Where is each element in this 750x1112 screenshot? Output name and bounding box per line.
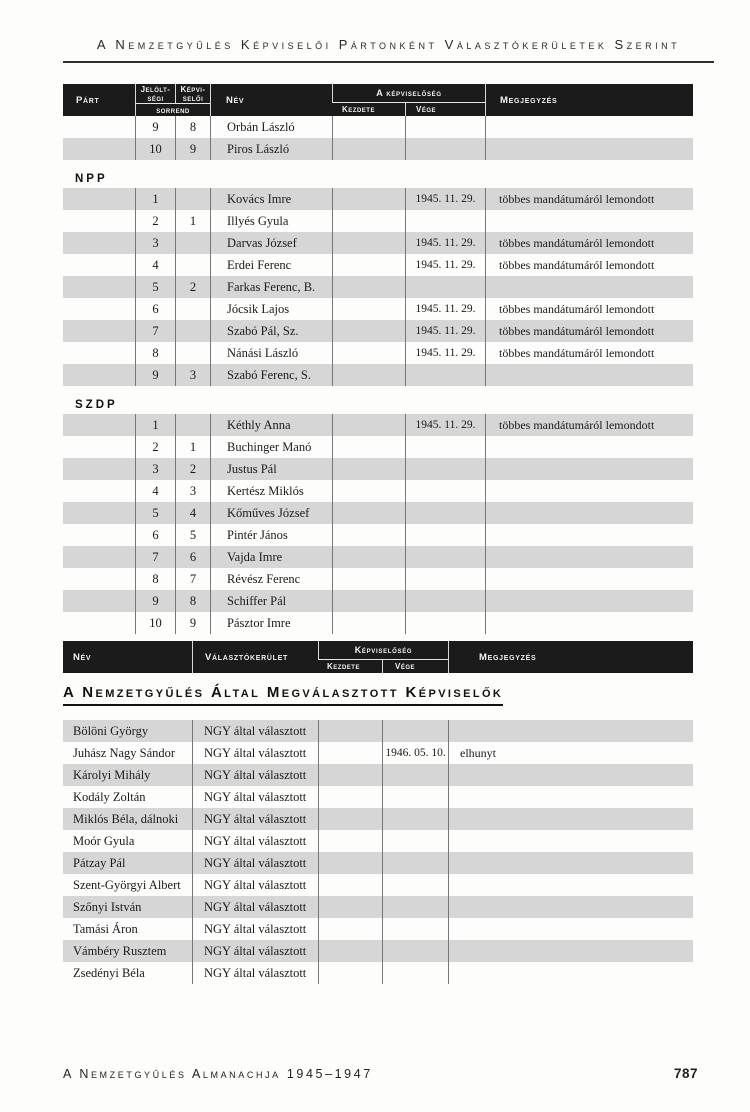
cell-vege [405, 116, 485, 138]
cell-kezdete [332, 436, 405, 458]
cell-kezdete [318, 808, 382, 830]
cell-jeloltsegi-sorrend: 2 [135, 436, 175, 458]
column-header-megjegyzes: Megjegyzés [485, 84, 693, 116]
cell-vege [405, 210, 485, 232]
section-heading-ngy: A Nemzetgyűlés Által Megválasztott Képviselők [63, 684, 503, 706]
cell-vege: 1945. 11. 29. [405, 298, 485, 320]
cell-jeloltsegi-sorrend: 9 [135, 364, 175, 386]
cell-kepviseloi-sorrend: 2 [175, 276, 210, 298]
cell-part [63, 232, 135, 254]
cell-jeloltsegi-sorrend: 8 [135, 342, 175, 364]
cell-kezdete [318, 742, 382, 764]
column-header-vege: Vége [382, 660, 448, 673]
cell-kezdete [332, 298, 405, 320]
cell-vege [405, 612, 485, 634]
table-row [63, 320, 693, 342]
cell-kezdete [332, 568, 405, 590]
cell-jeloltsegi-sorrend: 1 [135, 188, 175, 210]
cell-nev: Szőnyi István [73, 900, 142, 914]
cell-valasztokerulet: NGY által választott [192, 852, 318, 874]
table-row [63, 590, 693, 612]
cell-kezdete [318, 764, 382, 786]
column-header-nev: Név [73, 651, 92, 663]
table-row [63, 298, 693, 320]
cell-nev: Kovács Imre [210, 188, 332, 210]
cell-valasztokerulet: NGY által választott [192, 830, 318, 852]
cell-part [63, 524, 135, 546]
cell-vege: 1945. 11. 29. [405, 342, 485, 364]
table-row [63, 918, 693, 940]
cell-nev: Szabó Ferenc, S. [210, 364, 332, 386]
cell-jeloltsegi-sorrend: 4 [135, 254, 175, 276]
cell-kezdete [332, 414, 405, 436]
table-row [63, 364, 693, 386]
cell-nev: Pintér János [210, 524, 332, 546]
cell-megjegyzes: többes mandátumáról lemondott [485, 232, 693, 254]
cell-nev: Szent-Györgyi Albert [73, 878, 181, 892]
cell-nev: Kéthly Anna [210, 414, 332, 436]
cell-kepviseloi-sorrend [175, 254, 210, 276]
table-row [63, 786, 693, 808]
cell-megjegyzes [485, 502, 693, 524]
cell-kepviseloi-sorrend [175, 320, 210, 342]
cell-part [63, 138, 135, 160]
cell-megjegyzes [448, 896, 693, 918]
table-row [63, 896, 693, 918]
cell-vege: 1945. 11. 29. [405, 188, 485, 210]
cell-megjegyzes: többes mandátumáról lemondott [485, 320, 693, 342]
cell-part [63, 480, 135, 502]
cell-vege [405, 502, 485, 524]
cell-nev: Kertész Miklós [210, 480, 332, 502]
cell-kezdete [332, 138, 405, 160]
ngy-table-rows [63, 720, 693, 984]
footer-book-title: A Nemzetgyűlés Almanachja 1945–1947 [63, 1067, 373, 1081]
cell-kepviseloi-sorrend: 9 [175, 612, 210, 634]
cell-kepviseloi-sorrend [175, 232, 210, 254]
cell-jeloltsegi-sorrend: 1 [135, 414, 175, 436]
table-row [63, 568, 693, 590]
cell-nev: Illyés Gyula [210, 210, 332, 232]
column-header-megjegyzes: Megjegyzés [448, 641, 693, 673]
cell-megjegyzes [448, 918, 693, 940]
cell-kezdete [318, 830, 382, 852]
cell-valasztokerulet: NGY által választott [192, 962, 318, 984]
cell-vege [405, 364, 485, 386]
cell-jeloltsegi-sorrend: 5 [135, 276, 175, 298]
cell-megjegyzes [485, 590, 693, 612]
cell-vege [405, 524, 485, 546]
cell-kezdete [332, 480, 405, 502]
cell-kezdete [332, 458, 405, 480]
cell-vege [405, 276, 485, 298]
cell-megjegyzes [485, 612, 693, 634]
party-table-header [63, 84, 693, 116]
cell-jeloltsegi-sorrend: 9 [135, 116, 175, 138]
cell-kepviseloi-sorrend: 3 [175, 364, 210, 386]
cell-megjegyzes [448, 786, 693, 808]
cell-valasztokerulet: NGY által választott [192, 720, 318, 742]
table-row [63, 342, 693, 364]
cell-nev: Piros László [210, 138, 332, 160]
table-row [63, 210, 693, 232]
cell-part [63, 590, 135, 612]
cell-kepviseloi-sorrend: 5 [175, 524, 210, 546]
cell-part [63, 276, 135, 298]
cell-kepviseloi-sorrend [175, 414, 210, 436]
cell-megjegyzes [448, 874, 693, 896]
party-table [63, 84, 693, 634]
cell-jeloltsegi-sorrend: 6 [135, 298, 175, 320]
cell-kepviseloi-sorrend: 6 [175, 546, 210, 568]
cell-vege [382, 874, 448, 896]
column-header-valasztokerulet: Választókerület [192, 641, 318, 673]
cell-part [63, 210, 135, 232]
cell-part [63, 502, 135, 524]
cell-kezdete [332, 612, 405, 634]
cell-nev: Erdei Ferenc [210, 254, 332, 276]
cell-vege [405, 546, 485, 568]
cell-nev: Vajda Imre [210, 546, 332, 568]
cell-kezdete [318, 720, 382, 742]
cell-part [63, 414, 135, 436]
cell-nev: Schiffer Pál [210, 590, 332, 612]
cell-kezdete [332, 546, 405, 568]
cell-nev: Révész Ferenc [210, 568, 332, 590]
table-row [63, 940, 693, 962]
cell-kezdete [332, 210, 405, 232]
cell-kepviseloi-sorrend: 9 [175, 138, 210, 160]
cell-jeloltsegi-sorrend: 3 [135, 458, 175, 480]
cell-vege: 1946. 05. 10. [382, 742, 448, 764]
table-row [63, 188, 693, 210]
cell-vege [405, 568, 485, 590]
cell-megjegyzes [448, 852, 693, 874]
cell-valasztokerulet: NGY által választott [192, 764, 318, 786]
cell-valasztokerulet: NGY által választott [192, 786, 318, 808]
cell-kezdete [332, 188, 405, 210]
cell-megjegyzes [485, 138, 693, 160]
ngy-table [63, 641, 693, 984]
party-table-rows-npp [63, 188, 693, 386]
cell-megjegyzes: többes mandátumáról lemondott [485, 342, 693, 364]
cell-kezdete [332, 590, 405, 612]
ngy-table-header [63, 641, 693, 673]
cell-megjegyzes [485, 276, 693, 298]
cell-kepviseloi-sorrend: 4 [175, 502, 210, 524]
cell-part [63, 298, 135, 320]
cell-part [63, 320, 135, 342]
cell-jeloltsegi-sorrend: 7 [135, 546, 175, 568]
table-row [63, 852, 693, 874]
column-header-vege: Vége [405, 103, 485, 116]
table-row [63, 546, 693, 568]
cell-nev: Moór Gyula [73, 834, 135, 848]
table-row [63, 276, 693, 298]
cell-vege [382, 720, 448, 742]
cell-nev: Orbán László [210, 116, 332, 138]
cell-megjegyzes [448, 720, 693, 742]
page-header [63, 37, 714, 63]
column-header-kepviseloi-line2: selői [182, 93, 204, 103]
cell-jeloltsegi-sorrend: 10 [135, 612, 175, 634]
cell-valasztokerulet: NGY által választott [192, 808, 318, 830]
cell-part [63, 116, 135, 138]
cell-nev: Vámbéry Rusztem [73, 944, 167, 958]
table-row [63, 138, 693, 160]
table-row [63, 254, 693, 276]
cell-vege [405, 480, 485, 502]
cell-valasztokerulet: NGY által választott [192, 874, 318, 896]
cell-kezdete [332, 232, 405, 254]
cell-kezdete [332, 254, 405, 276]
cell-megjegyzes [485, 116, 693, 138]
cell-megjegyzes: elhunyt [448, 742, 693, 764]
cell-megjegyzes [448, 962, 693, 984]
cell-jeloltsegi-sorrend: 8 [135, 568, 175, 590]
cell-kepviseloi-sorrend [175, 188, 210, 210]
cell-jeloltsegi-sorrend: 3 [135, 232, 175, 254]
cell-jeloltsegi-sorrend: 9 [135, 590, 175, 612]
cell-kezdete [318, 786, 382, 808]
column-header-kepviseloi-line1: Képvi- [180, 84, 206, 94]
table-row [63, 962, 693, 984]
cell-part [63, 546, 135, 568]
cell-kepviseloi-sorrend: 7 [175, 568, 210, 590]
cell-part [63, 364, 135, 386]
column-header-kezdete: Kezdete [342, 105, 375, 114]
cell-part [63, 568, 135, 590]
cell-vege [382, 918, 448, 940]
footer-page-number: 787 [673, 1066, 698, 1081]
cell-megjegyzes [485, 568, 693, 590]
column-header-kepviseloseg-group: Képviselőség [318, 641, 448, 660]
cell-nev: Nánási László [210, 342, 332, 364]
cell-nev: Tamási Áron [73, 922, 138, 936]
cell-nev: Kőműves József [210, 502, 332, 524]
cell-megjegyzes [448, 830, 693, 852]
cell-kezdete [332, 276, 405, 298]
cell-vege [382, 808, 448, 830]
table-row [63, 232, 693, 254]
cell-megjegyzes [485, 546, 693, 568]
cell-vege [382, 764, 448, 786]
cell-vege [382, 852, 448, 874]
table-row [63, 874, 693, 896]
cell-nev: Pásztor Imre [210, 612, 332, 634]
cell-kepviseloi-sorrend [175, 298, 210, 320]
cell-vege: 1945. 11. 29. [405, 254, 485, 276]
column-header-nev: Név [210, 84, 332, 116]
cell-valasztokerulet: NGY által választott [192, 742, 318, 764]
table-row [63, 808, 693, 830]
cell-vege [382, 896, 448, 918]
cell-megjegyzes [485, 524, 693, 546]
cell-megjegyzes [485, 480, 693, 502]
column-header-jeloltsegi-line1: Jelölt- [140, 84, 171, 94]
cell-megjegyzes [485, 436, 693, 458]
cell-megjegyzes: többes mandátumáról lemondott [485, 188, 693, 210]
cell-vege [382, 962, 448, 984]
cell-kezdete [332, 524, 405, 546]
cell-part [63, 436, 135, 458]
column-header-kepviseloi [175, 84, 210, 103]
column-header-kezdete: Kezdete [327, 662, 360, 671]
cell-megjegyzes: többes mandátumáról lemondott [485, 414, 693, 436]
cell-part [63, 612, 135, 634]
cell-nev: Zsedényi Béla [73, 966, 145, 980]
table-row [63, 414, 693, 436]
cell-kezdete [332, 502, 405, 524]
cell-part [63, 342, 135, 364]
section-label-npp: NPP [75, 173, 108, 185]
cell-vege [382, 786, 448, 808]
cell-nev: Kodály Zoltán [73, 790, 146, 804]
cell-valasztokerulet: NGY által választott [192, 940, 318, 962]
party-table-rows-continuation [63, 116, 693, 160]
cell-nev: Justus Pál [210, 458, 332, 480]
cell-part [63, 254, 135, 276]
cell-vege: 1945. 11. 29. [405, 232, 485, 254]
column-header-kepviseloseg-group: A képviselőség [332, 84, 485, 103]
column-header-jeloltsegi [135, 84, 175, 103]
cell-jeloltsegi-sorrend: 4 [135, 480, 175, 502]
ngy-heading-wrap [63, 684, 693, 713]
cell-vege [405, 590, 485, 612]
cell-nev: Jócsik Lajos [210, 298, 332, 320]
cell-part [63, 458, 135, 480]
cell-kepviseloi-sorrend [175, 342, 210, 364]
cell-megjegyzes [485, 210, 693, 232]
cell-nev: Juhász Nagy Sándor [73, 746, 176, 760]
cell-kezdete [332, 364, 405, 386]
table-row [63, 830, 693, 852]
cell-jeloltsegi-sorrend: 2 [135, 210, 175, 232]
cell-kepviseloi-sorrend: 1 [175, 436, 210, 458]
table-row [63, 764, 693, 786]
cell-valasztokerulet: NGY által választott [192, 918, 318, 940]
cell-nev: Farkas Ferenc, B. [210, 276, 332, 298]
cell-kepviseloi-sorrend: 2 [175, 458, 210, 480]
cell-kepviseloi-sorrend: 8 [175, 116, 210, 138]
section-label-szdp: SZDP [75, 399, 118, 411]
cell-megjegyzes: többes mandátumáról lemondott [485, 254, 693, 276]
table-row [63, 720, 693, 742]
cell-vege: 1945. 11. 29. [405, 320, 485, 342]
cell-vege [405, 458, 485, 480]
cell-kezdete [318, 852, 382, 874]
cell-vege [382, 830, 448, 852]
cell-nev: Miklós Béla, dálnoki [73, 812, 179, 826]
column-header-part: Párt [76, 94, 100, 106]
table-row [63, 116, 693, 138]
cell-jeloltsegi-sorrend: 6 [135, 524, 175, 546]
cell-kezdete [318, 874, 382, 896]
cell-jeloltsegi-sorrend: 10 [135, 138, 175, 160]
cell-megjegyzes [485, 364, 693, 386]
cell-vege: 1945. 11. 29. [405, 414, 485, 436]
cell-kezdete [332, 342, 405, 364]
cell-nev: Szabó Pál, Sz. [210, 320, 332, 342]
table-row [63, 524, 693, 546]
cell-kepviseloi-sorrend: 3 [175, 480, 210, 502]
cell-vege [405, 138, 485, 160]
cell-vege [405, 436, 485, 458]
page-title: A Nemzetgyűlés Képviselői Pártonként Választókerületek Szerint [96, 37, 681, 52]
cell-megjegyzes [448, 808, 693, 830]
cell-kezdete [318, 918, 382, 940]
cell-nev: Pátzay Pál [73, 856, 126, 870]
cell-megjegyzes [485, 458, 693, 480]
cell-nev: Buchinger Manó [210, 436, 332, 458]
cell-kezdete [318, 896, 382, 918]
cell-jeloltsegi-sorrend: 5 [135, 502, 175, 524]
cell-valasztokerulet: NGY által választott [192, 896, 318, 918]
table-row [63, 742, 693, 764]
cell-nev: Darvas József [210, 232, 332, 254]
table-row [63, 502, 693, 524]
cell-kezdete [332, 320, 405, 342]
cell-megjegyzes: többes mandátumáról lemondott [485, 298, 693, 320]
cell-megjegyzes [448, 940, 693, 962]
page-footer [63, 1066, 698, 1081]
cell-kezdete [332, 116, 405, 138]
table-row [63, 436, 693, 458]
cell-kezdete [318, 940, 382, 962]
table-row [63, 480, 693, 502]
column-header-jeloltsegi-line2: ségi [147, 93, 164, 103]
cell-nev: Bölöni György [73, 724, 149, 738]
cell-kezdete [318, 962, 382, 984]
cell-part [63, 188, 135, 210]
cell-megjegyzes [448, 764, 693, 786]
cell-kepviseloi-sorrend: 1 [175, 210, 210, 232]
cell-vege [382, 940, 448, 962]
cell-kepviseloi-sorrend: 8 [175, 590, 210, 612]
table-row [63, 458, 693, 480]
table-row [63, 612, 693, 634]
party-table-rows-szdp [63, 414, 693, 634]
cell-jeloltsegi-sorrend: 7 [135, 320, 175, 342]
cell-nev: Károlyi Mihály [73, 768, 151, 782]
column-header-sorrend: sorrend [135, 103, 210, 116]
